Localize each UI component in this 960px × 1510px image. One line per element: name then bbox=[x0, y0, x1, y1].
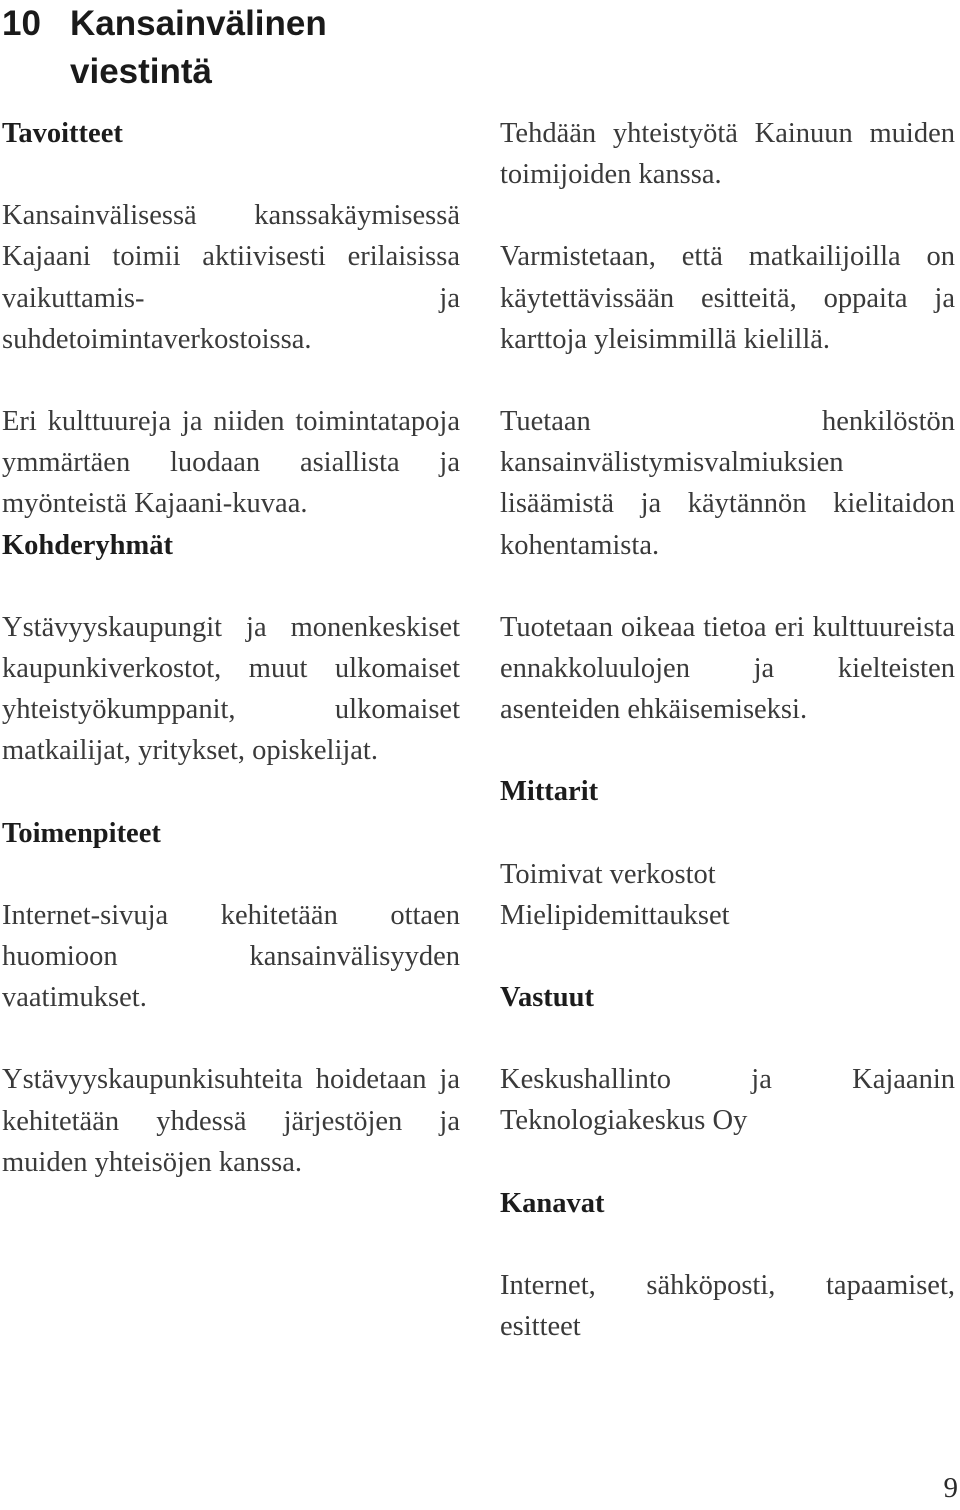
toimenpiteet-paragraph-1: Internet-sivuja kehitetään ottaen huomioon kansainvälisyyden vaatimukset. bbox=[2, 899, 460, 1014]
toimenpiteet-paragraph-3: Tehdään yhteistyötä Kainuun muiden toimijoiden kanssa. bbox=[500, 118, 955, 191]
chapter-number: 10 bbox=[2, 4, 41, 43]
section-heading-toimenpiteet: Toimenpiteet bbox=[2, 817, 161, 849]
kanavat-paragraph: Internet, sähköposti, tapaamiset, esitteet bbox=[500, 1269, 955, 1343]
section-heading-vastuut: Vastuut bbox=[500, 982, 594, 1014]
section-heading-tavoitteet: Tavoitteet bbox=[2, 118, 123, 149]
chapter-title-line2: viestintä bbox=[70, 52, 212, 91]
section-heading-kohderyhmat: Kohderyhmät bbox=[2, 529, 173, 561]
section-heading-mittarit: Mittarit bbox=[500, 776, 599, 808]
chapter-title-line1: Kansainvälinen bbox=[70, 4, 327, 43]
toimenpiteet-paragraph-5: Tuetaan henkilöstön kansainvälistymisvalmiuksien lisäämistä ja käytännön kielitaidon kohentamista. bbox=[500, 406, 955, 561]
tavoitteet-paragraph-2: Eri kulttuureja ja niiden toimintatapoja ymmärtäen luodaan asiallista ja myönteistä Kajaani-kuvaa. bbox=[2, 406, 460, 520]
section-heading-kanavat: Kanavat bbox=[500, 1187, 605, 1219]
mittarit-item-1: Toimivat verkostot bbox=[500, 858, 716, 890]
tavoitteet-paragraph-1: Kansainvälisessä kanssakäymisessä Kajaani toimii aktiivisesti erilaisissa vaikuttamis- ja suhdetoimintaverkostoissa. bbox=[2, 200, 460, 355]
left-column bbox=[2, 113, 460, 1183]
chapter-title bbox=[2, 0, 327, 96]
vastuut-paragraph: Keskushallinto ja Kajaanin Teknologiakeskus Oy bbox=[500, 1064, 955, 1137]
kohderyhmat-paragraph: Ystävyyskaupungit ja monenkeskiset kaupunkiverkostot, muut ulkomaiset yhteistyökumppanit, ulkomaiset matkailijat, yritykset, opiskelijat. bbox=[2, 611, 460, 767]
page-number: 9 bbox=[943, 1472, 958, 1504]
mittarit-list bbox=[500, 854, 955, 936]
right-column bbox=[500, 113, 955, 1347]
toimenpiteet-paragraph-2: Ystävyyskaupunkisuhteita hoidetaan ja kehitetään yhdessä järjestöjen ja muiden yhteisöjen kanssa. bbox=[2, 1064, 460, 1178]
toimenpiteet-paragraph-6: Tuotetaan oikeaa tietoa eri kulttuureista ennakkoluulojen ja kielteisten asenteiden ehkäisemiseksi. bbox=[500, 611, 955, 726]
mittarit-item-2: Mielipidemittaukset bbox=[500, 899, 730, 931]
toimenpiteet-paragraph-4: Varmistetaan, että matkailijoilla on käytettävissään esitteitä, oppaita ja karttoja yleisimmillä kielillä. bbox=[500, 241, 955, 355]
